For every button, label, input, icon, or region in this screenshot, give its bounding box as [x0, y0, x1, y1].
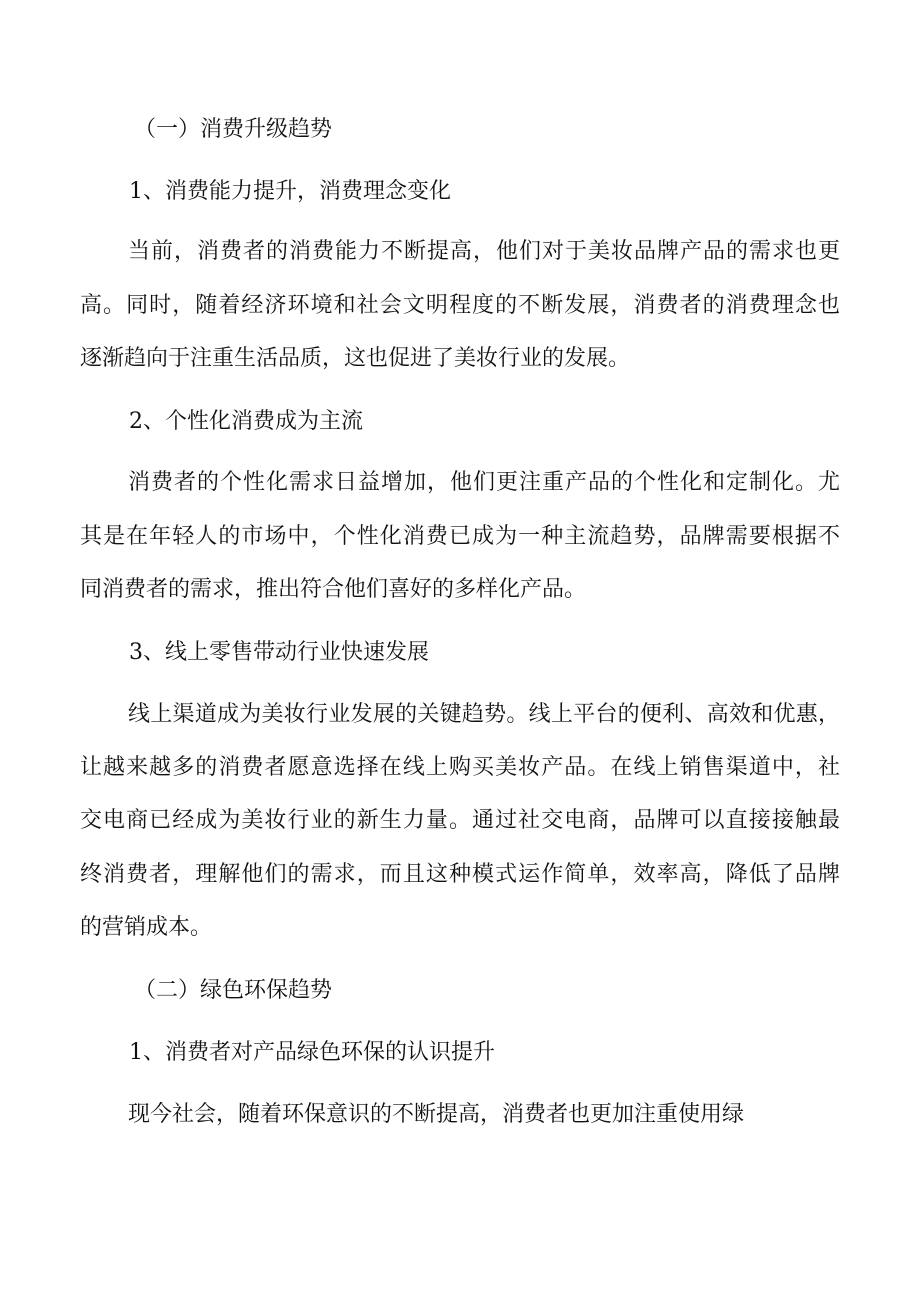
- paragraph-line: 其是在年轻人的市场中，个性化消费已成为一种主流趋势，品牌需要根据不: [80, 524, 840, 549]
- subheading-personalized-consumption: 2、个性化消费成为主流: [129, 409, 363, 434]
- section-heading-green-environment: （二）绿色环保趋势: [134, 978, 333, 1003]
- section-heading-consumption-upgrade: （一）消费升级趋势: [134, 117, 333, 142]
- subheading-consumption-ability: 1、消费能力提升，消费理念变化: [129, 179, 451, 204]
- paragraph-line: 的营销成本。: [80, 915, 213, 940]
- subheading-green-awareness: 1、消费者对产品绿色环保的认识提升: [129, 1040, 495, 1065]
- paragraph-line: 线上渠道成为美妆行业发展的关键趋势。线上平台的便利、高效和优惠，: [128, 702, 840, 727]
- paragraph-line: 当前，消费者的消费能力不断提高，他们对于美妆品牌产品的需求也更: [128, 239, 840, 264]
- paragraph-line: 终消费者，理解他们的需求，而且这种模式运作简单，效率高，降低了品牌: [80, 862, 840, 887]
- paragraph-line: 交电商已经成为美妆行业的新生力量。通过社交电商，品牌可以直接接触最: [80, 808, 840, 833]
- paragraph-line: 消费者的个性化需求日益增加，他们更注重产品的个性化和定制化。尤: [128, 470, 840, 495]
- paragraph-line: 同消费者的需求，推出符合他们喜好的多样化产品。: [80, 577, 587, 602]
- paragraph-line: 逐渐趋向于注重生活品质，这也促进了美妆行业的发展。: [80, 346, 631, 371]
- paragraph-line: 现今社会，随着环保意识的不断提高，消费者也更加注重使用绿: [128, 1102, 745, 1127]
- subheading-online-retail: 3、线上零售带动行业快速发展: [129, 640, 429, 665]
- paragraph-line: 让越来越多的消费者愿意选择在线上购买美妆产品。在线上销售渠道中，社: [80, 755, 840, 780]
- paragraph-line: 高。同时，随着经济环境和社会文明程度的不断发展，消费者的消费理念也: [80, 293, 840, 318]
